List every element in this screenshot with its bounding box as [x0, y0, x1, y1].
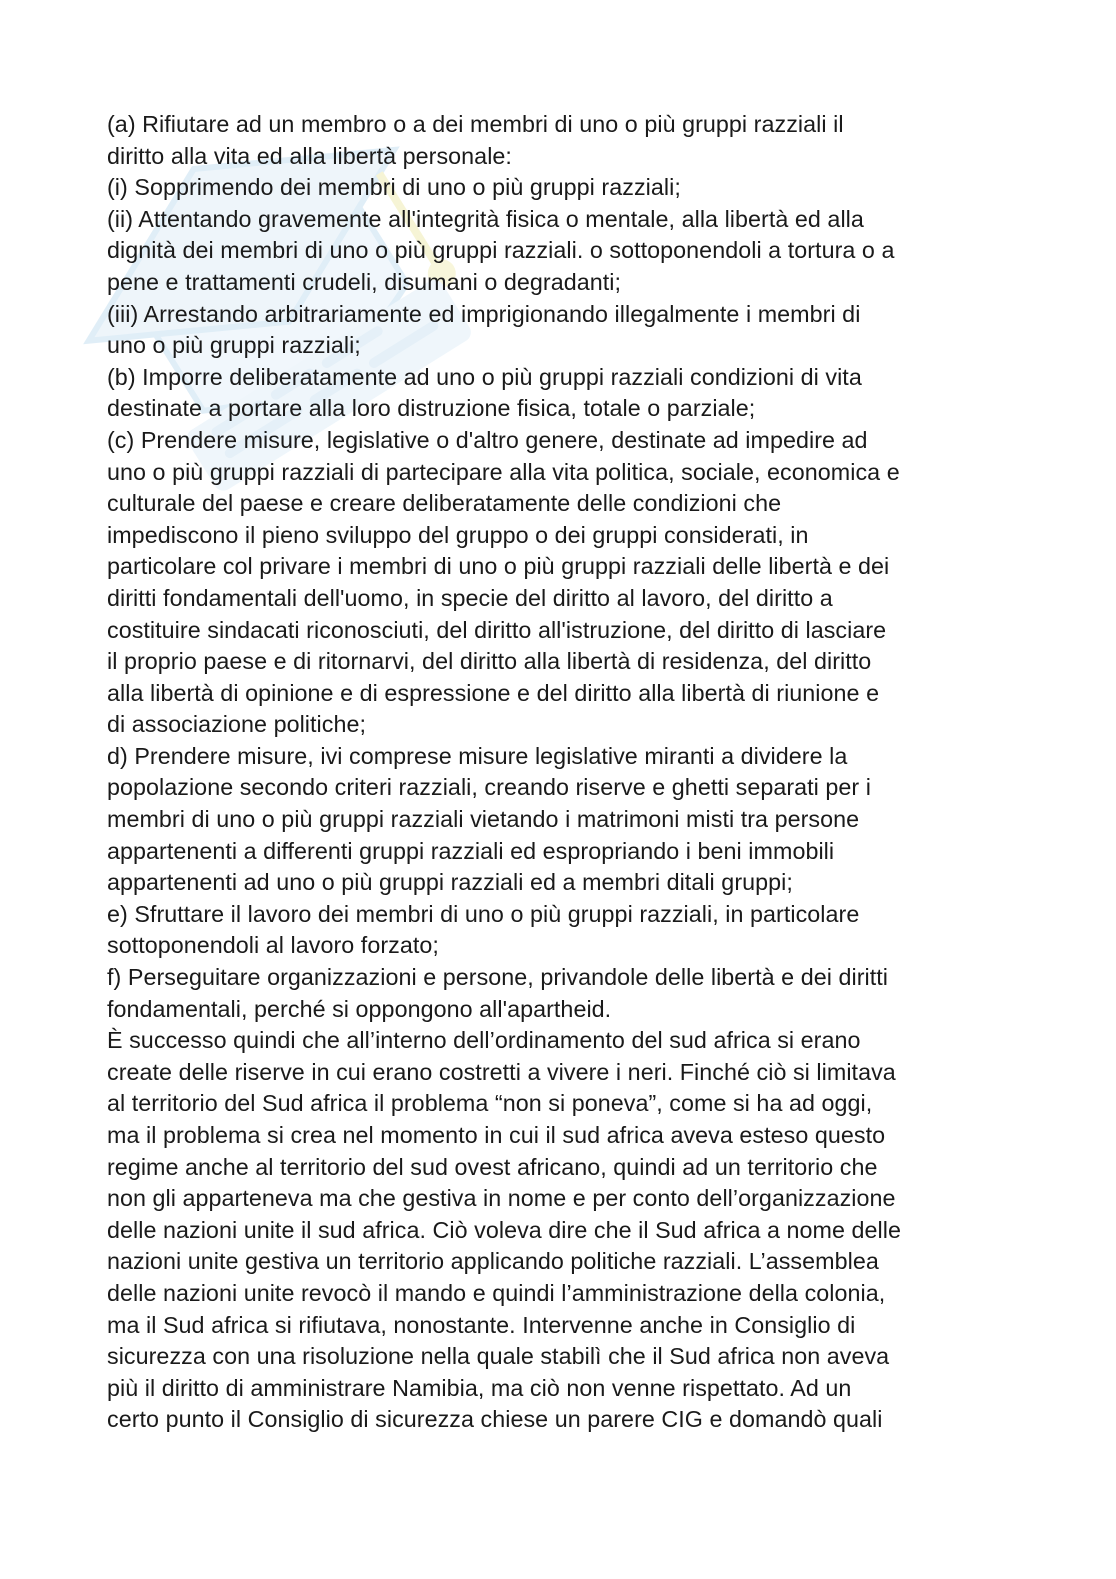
- text-line: più il diritto di amministrare Namibia, ma ciò non venne rispettato. Ad un: [107, 1374, 852, 1401]
- text-line: (b) Imporre deliberatamente ad uno o più gruppi razziali condizioni di vita: [107, 363, 862, 390]
- text-line: il proprio paese e di ritornarvi, del diritto alla libertà di residenza, del diritto: [107, 648, 872, 675]
- text-line: È successo quindi che all’interno dell’ordinamento del sud africa si erano: [107, 1027, 861, 1054]
- text-line: diritto alla vita ed alla libertà personale:: [107, 142, 512, 169]
- text-line: fondamentali, perché si oppongono all'apartheid.: [107, 995, 612, 1022]
- text-line: regime anche al territorio del sud ovest africano, quindi ad un territorio che: [107, 1153, 878, 1180]
- text-line: alla libertà di opinione e di espressione e del diritto alla libertà di riunione e: [107, 679, 880, 706]
- text-line: ma il problema si crea nel momento in cui il sud africa aveva esteso questo: [107, 1122, 886, 1148]
- text-line: al territorio del Sud africa il problema “non si poneva”, come si ha ad oggi,: [107, 1090, 873, 1117]
- text-line: pene e trattamenti crudeli, disumani o degradanti;: [107, 268, 622, 295]
- text-line: (c) Prendere misure, legislative o d'altro genere, destinate ad impedire ad: [107, 426, 868, 453]
- text-line: appartenenti ad uno o più gruppi razziali ed a membri ditali gruppi;: [107, 869, 793, 896]
- text-line: delle nazioni unite il sud africa. Ciò voleva dire che il Sud africa a nome delle: [107, 1216, 901, 1243]
- text-line: (iii) Arrestando arbitrariamente ed imprigionando illegalmente i membri di: [107, 300, 861, 327]
- text-line: sottoponendoli al lavoro forzato;: [107, 932, 439, 959]
- text-line: d) Prendere misure, ivi comprese misure legislative miranti a dividere la: [107, 742, 848, 769]
- document-text: [107, 109, 1027, 1436]
- text-line: costituire sindacati riconosciuti, del diritto all'istruzione, del diritto di lasciare: [107, 616, 887, 643]
- text-line: di associazione politiche;: [107, 711, 367, 738]
- text-line: uno o più gruppi razziali;: [107, 332, 361, 359]
- text-line: dignità dei membri di uno o più gruppi razziali. o sottoponendoli a tortura o a: [107, 237, 895, 264]
- text-line: delle nazioni unite revocò il mando e quindi l’amministrazione della colonia,: [107, 1279, 886, 1306]
- text-line: uno o più gruppi razziali di partecipare alla vita politica, sociale, economica e: [107, 458, 900, 485]
- text-line: impediscono il pieno sviluppo del gruppo o dei gruppi considerati, in: [107, 521, 809, 548]
- text-line: e) Sfruttare il lavoro dei membri di uno o più gruppi razziali, in particolare: [107, 900, 860, 927]
- text-line: particolare col privare i membri di uno o più gruppi razziali delle libertà e dei: [107, 553, 890, 580]
- text-line: membri di uno o più gruppi razziali vietando i matrimoni misti tra persone: [107, 806, 860, 833]
- text-line: (a) Rifiutare ad un membro o a dei membri di uno o più gruppi razziali il: [107, 111, 844, 137]
- text-line: nazioni unite gestiva un territorio applicando politiche razziali. L’assemblea: [107, 1248, 879, 1275]
- text-line: (ii) Attentando gravemente all'integrità fisica o mentale, alla libertà ed alla: [107, 205, 864, 232]
- text-line: destinate a portare alla loro distruzione fisica, totale o parziale;: [107, 395, 756, 422]
- text-line: (i) Sopprimendo dei membri di uno o più gruppi razziali;: [107, 174, 681, 201]
- text-line: popolazione secondo criteri razziali, creando riserve e ghetti separati per i: [107, 774, 871, 801]
- text-line: non gli apparteneva ma che gestiva in nome e per conto dell’organizzazione: [107, 1185, 896, 1212]
- text-line: appartenenti a differenti gruppi razziali ed espropriando i beni immobili: [107, 837, 835, 864]
- text-line: create delle riserve in cui erano costretti a vivere i neri. Finché ciò si limitava: [107, 1058, 896, 1085]
- text-line: sicurezza con una risoluzione nella quale stabilì che il Sud africa non aveva: [107, 1343, 890, 1370]
- text-line: f) Perseguitare organizzazioni e persone, privandole delle libertà e dei diritti: [107, 964, 888, 991]
- text-line: diritti fondamentali dell'uomo, in specie del diritto al lavoro, del diritto a: [107, 584, 833, 611]
- text-line: culturale del paese e creare deliberatamente delle condizioni che: [107, 490, 782, 517]
- text-line: ma il Sud africa si rifiutava, nonostante. Intervenne anche in Consiglio di: [107, 1311, 856, 1338]
- text-line: certo punto il Consiglio di sicurezza chiese un parere CIG e domandò quali: [107, 1406, 883, 1433]
